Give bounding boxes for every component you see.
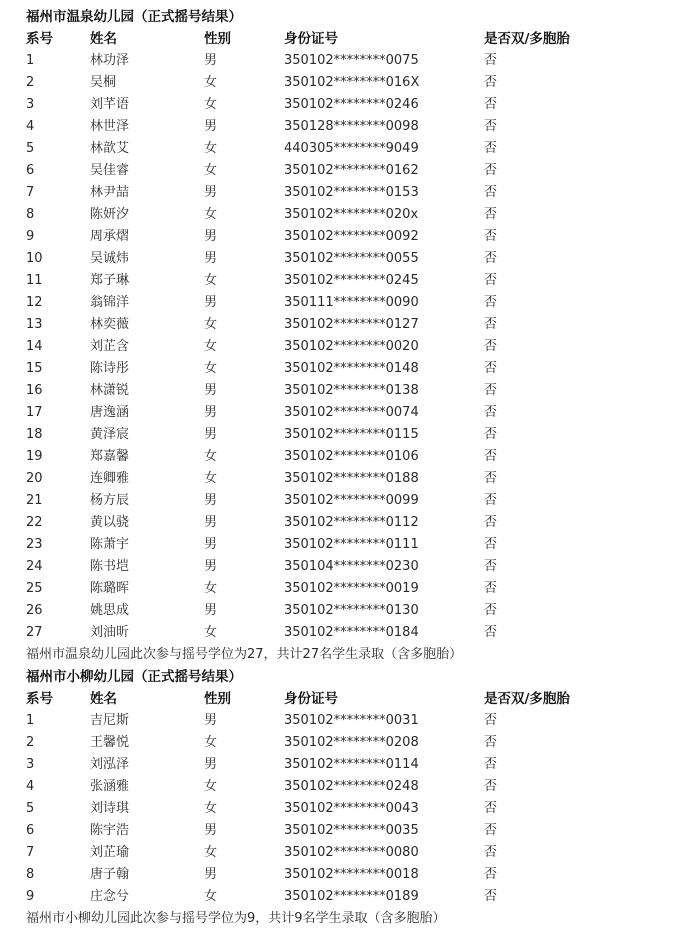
table-row	[26, 776, 634, 798]
cell-seq: 12	[26, 295, 43, 310]
cell-name: 林潇锐	[90, 383, 130, 398]
cell-seq: 6	[26, 163, 35, 178]
table-row	[26, 468, 634, 490]
table-row	[26, 798, 634, 820]
table-row	[26, 490, 634, 512]
cell-gender: 女	[204, 75, 218, 90]
cell-id: 350102********0148	[284, 361, 419, 376]
cell-id: 350102********0138	[284, 383, 419, 398]
table-row	[26, 732, 634, 754]
table-row	[26, 314, 634, 336]
cell-name: 连卿雅	[90, 471, 130, 486]
cell-id: 350102********0080	[284, 845, 419, 860]
cell-name: 吴佳睿	[90, 163, 130, 178]
cell-gender: 女	[204, 801, 218, 816]
cell-gender: 男	[204, 185, 218, 200]
table-row	[26, 94, 634, 116]
cell-twins: 否	[484, 867, 498, 882]
cell-id: 350102********016X	[284, 75, 420, 90]
cell-gender: 女	[204, 449, 218, 464]
cell-id: 350102********0112	[284, 515, 419, 530]
cell-twins: 否	[484, 823, 498, 838]
cell-name: 唐子翰	[90, 867, 130, 882]
cell-seq: 7	[26, 845, 35, 860]
cell-name: 刘泓泽	[90, 757, 130, 772]
cell-twins: 否	[484, 735, 498, 750]
cell-id: 350102********0092	[284, 229, 419, 244]
cell-id: 350128********0098	[284, 119, 419, 134]
cell-name: 刘芷瑜	[90, 845, 130, 860]
cell-name: 周承熠	[90, 229, 130, 244]
table-header-row	[26, 28, 634, 50]
cell-id: 350102********0075	[284, 53, 419, 68]
table-row	[26, 512, 634, 534]
cell-seq: 21	[26, 493, 43, 508]
column-header-gender: 性别	[204, 31, 231, 47]
cell-name: 陈璐晖	[90, 581, 130, 596]
cell-gender: 女	[204, 141, 218, 156]
cell-seq: 4	[26, 779, 35, 794]
column-header-twins: 是否双/多胞胎	[484, 691, 570, 707]
cell-gender: 男	[204, 603, 218, 618]
table-row	[26, 556, 634, 578]
cell-gender: 女	[204, 207, 218, 222]
cell-gender: 男	[204, 867, 218, 882]
cell-gender: 男	[204, 427, 218, 442]
table-row	[26, 226, 634, 248]
cell-name: 庄念兮	[90, 889, 130, 904]
cell-seq: 4	[26, 119, 35, 134]
column-header-name: 姓名	[90, 31, 117, 47]
cell-seq: 26	[26, 603, 43, 618]
cell-twins: 否	[484, 383, 498, 398]
cell-twins: 否	[484, 295, 498, 310]
table-row	[26, 402, 634, 424]
cell-twins: 否	[484, 119, 498, 134]
cell-seq: 2	[26, 735, 35, 750]
cell-gender: 男	[204, 229, 218, 244]
cell-name: 林尹喆	[90, 185, 130, 200]
column-header-name: 姓名	[90, 691, 117, 707]
cell-name: 郑子琳	[90, 273, 130, 288]
cell-gender: 女	[204, 845, 218, 860]
cell-id: 350102********0099	[284, 493, 419, 508]
cell-name: 王馨悦	[90, 735, 130, 750]
cell-id: 350102********0248	[284, 779, 419, 794]
cell-twins: 否	[484, 757, 498, 772]
cell-gender: 女	[204, 317, 218, 332]
cell-id: 350102********0019	[284, 581, 419, 596]
table-row	[26, 270, 634, 292]
cell-gender: 女	[204, 779, 218, 794]
cell-id: 350102********0106	[284, 449, 419, 464]
cell-name: 黄以骁	[90, 515, 130, 530]
cell-seq: 2	[26, 75, 35, 90]
results-table	[26, 28, 634, 644]
table-row	[26, 864, 634, 886]
cell-name: 姚思成	[90, 603, 130, 618]
column-header-gender: 性别	[204, 691, 231, 707]
section-title: 福州市温泉幼儿园（正式摇号结果）	[26, 9, 242, 25]
cell-seq: 7	[26, 185, 35, 200]
table-row	[26, 138, 634, 160]
cell-name: 陈宇浩	[90, 823, 130, 838]
cell-twins: 否	[484, 141, 498, 156]
cell-id: 350102********0020	[284, 339, 419, 354]
cell-twins: 否	[484, 207, 498, 222]
cell-seq: 14	[26, 339, 43, 354]
cell-seq: 3	[26, 97, 35, 112]
cell-twins: 否	[484, 845, 498, 860]
cell-name: 刘芊语	[90, 97, 130, 112]
cell-seq: 24	[26, 559, 43, 574]
column-header-twins: 是否双/多胞胎	[484, 31, 570, 47]
cell-twins: 否	[484, 97, 498, 112]
cell-name: 林奕薇	[90, 317, 130, 332]
table-row	[26, 116, 634, 138]
cell-seq: 1	[26, 713, 35, 728]
cell-twins: 否	[484, 53, 498, 68]
results-table	[26, 688, 634, 908]
cell-twins: 否	[484, 427, 498, 442]
cell-seq: 16	[26, 383, 43, 398]
cell-gender: 女	[204, 97, 218, 112]
cell-id: 350102********0031	[284, 713, 419, 728]
cell-name: 陈诗彤	[90, 361, 130, 376]
table-row	[26, 72, 634, 94]
cell-name: 刘芷含	[90, 339, 130, 354]
cell-gender: 女	[204, 163, 218, 178]
cell-name: 刘诗琪	[90, 801, 130, 816]
cell-seq: 22	[26, 515, 43, 530]
cell-name: 郑嘉馨	[90, 449, 130, 464]
cell-twins: 否	[484, 75, 498, 90]
cell-id: 350104********0230	[284, 559, 419, 574]
cell-twins: 否	[484, 537, 498, 552]
cell-id: 350102********0153	[284, 185, 419, 200]
cell-gender: 男	[204, 383, 218, 398]
cell-gender: 女	[204, 625, 218, 640]
cell-twins: 否	[484, 229, 498, 244]
cell-id: 350102********0055	[284, 251, 419, 266]
cell-twins: 否	[484, 713, 498, 728]
cell-name: 杨方辰	[90, 493, 130, 508]
cell-twins: 否	[484, 889, 498, 904]
cell-id: 350102********0127	[284, 317, 419, 332]
cell-id: 440305********9049	[284, 141, 419, 156]
kindergarten-section	[26, 666, 696, 930]
cell-id: 350111********0090	[284, 295, 419, 310]
cell-twins: 否	[484, 779, 498, 794]
table-row	[26, 842, 634, 864]
cell-gender: 女	[204, 581, 218, 596]
cell-seq: 9	[26, 889, 35, 904]
cell-name: 张涵雅	[90, 779, 130, 794]
table-row	[26, 534, 634, 556]
cell-twins: 否	[484, 273, 498, 288]
cell-twins: 否	[484, 449, 498, 464]
cell-seq: 15	[26, 361, 43, 376]
cell-gender: 男	[204, 559, 218, 574]
cell-twins: 否	[484, 185, 498, 200]
cell-gender: 男	[204, 713, 218, 728]
cell-seq: 23	[26, 537, 43, 552]
cell-twins: 否	[484, 317, 498, 332]
cell-name: 唐逸涵	[90, 405, 130, 420]
cell-gender: 女	[204, 273, 218, 288]
cell-twins: 否	[484, 405, 498, 420]
cell-twins: 否	[484, 603, 498, 618]
cell-twins: 否	[484, 515, 498, 530]
table-row	[26, 820, 634, 842]
cell-name: 吉尼斯	[90, 713, 130, 728]
cell-id: 350102********0130	[284, 603, 419, 618]
cell-seq: 11	[26, 273, 43, 288]
cell-id: 350102********0111	[284, 537, 419, 552]
table-row	[26, 336, 634, 358]
cell-seq: 27	[26, 625, 43, 640]
cell-name: 吴桐	[90, 75, 117, 90]
cell-id: 350102********0246	[284, 97, 419, 112]
cell-gender: 男	[204, 295, 218, 310]
section-summary-note: 福州市小柳幼儿园此次参与摇号学位为9，共计9名学生录取（含多胞胎）	[26, 911, 446, 926]
kindergarten-section	[26, 6, 696, 666]
cell-twins: 否	[484, 493, 498, 508]
cell-gender: 男	[204, 119, 218, 134]
cell-id: 350102********0188	[284, 471, 419, 486]
table-header-row	[26, 688, 634, 710]
table-row	[26, 50, 634, 72]
cell-twins: 否	[484, 361, 498, 376]
cell-seq: 10	[26, 251, 43, 266]
cell-gender: 女	[204, 361, 218, 376]
table-row	[26, 600, 634, 622]
cell-seq: 1	[26, 53, 35, 68]
cell-name: 林功泽	[90, 53, 130, 68]
cell-seq: 8	[26, 207, 35, 222]
cell-twins: 否	[484, 471, 498, 486]
cell-name: 林歆艾	[90, 141, 130, 156]
cell-name: 陈书垲	[90, 559, 130, 574]
cell-seq: 13	[26, 317, 43, 332]
cell-twins: 否	[484, 163, 498, 178]
cell-id: 350102********0208	[284, 735, 419, 750]
cell-gender: 女	[204, 735, 218, 750]
cell-name: 林世泽	[90, 119, 130, 134]
cell-name: 翁锦洋	[90, 295, 130, 310]
cell-id: 350102********0035	[284, 823, 419, 838]
cell-name: 吴诚炜	[90, 251, 130, 266]
cell-twins: 否	[484, 339, 498, 354]
table-row	[26, 182, 634, 204]
cell-gender: 女	[204, 471, 218, 486]
cell-seq: 3	[26, 757, 35, 772]
cell-id: 350102********0162	[284, 163, 419, 178]
cell-seq: 5	[26, 141, 35, 156]
table-row	[26, 358, 634, 380]
cell-name: 刘油昕	[90, 625, 130, 640]
cell-gender: 男	[204, 405, 218, 420]
table-row	[26, 710, 634, 732]
cell-id: 350102********020x	[284, 207, 419, 222]
cell-seq: 20	[26, 471, 43, 486]
cell-seq: 17	[26, 405, 43, 420]
cell-id: 350102********0245	[284, 273, 419, 288]
results-document	[26, 6, 696, 930]
table-row	[26, 292, 634, 314]
column-header-seq: 系号	[26, 31, 53, 47]
cell-gender: 男	[204, 515, 218, 530]
cell-name: 陈妍汐	[90, 207, 130, 222]
cell-seq: 9	[26, 229, 35, 244]
cell-gender: 男	[204, 53, 218, 68]
table-row	[26, 446, 634, 468]
section-summary-note: 福州市温泉幼儿园此次参与摇号学位为27，共计27名学生录取（含多胞胎）	[26, 647, 463, 662]
table-row	[26, 160, 634, 182]
cell-seq: 5	[26, 801, 35, 816]
cell-twins: 否	[484, 801, 498, 816]
cell-seq: 19	[26, 449, 43, 464]
cell-twins: 否	[484, 559, 498, 574]
table-row	[26, 578, 634, 600]
table-row	[26, 380, 634, 402]
cell-name: 黄泽宸	[90, 427, 130, 442]
cell-id: 350102********0184	[284, 625, 419, 640]
cell-seq: 6	[26, 823, 35, 838]
column-header-seq: 系号	[26, 691, 53, 707]
cell-seq: 25	[26, 581, 43, 596]
cell-gender: 男	[204, 537, 218, 552]
cell-gender: 男	[204, 251, 218, 266]
cell-name: 陈萧宇	[90, 537, 130, 552]
table-row	[26, 424, 634, 446]
cell-gender: 男	[204, 757, 218, 772]
table-row	[26, 754, 634, 776]
cell-gender: 男	[204, 493, 218, 508]
table-row	[26, 886, 634, 908]
cell-gender: 女	[204, 889, 218, 904]
cell-seq: 18	[26, 427, 43, 442]
section-title: 福州市小柳幼儿园（正式摇号结果）	[26, 669, 242, 685]
column-header-id: 身份证号	[284, 31, 338, 47]
table-row	[26, 248, 634, 270]
cell-twins: 否	[484, 625, 498, 640]
cell-id: 350102********0043	[284, 801, 419, 816]
cell-id: 350102********0074	[284, 405, 419, 420]
cell-gender: 男	[204, 823, 218, 838]
cell-id: 350102********0114	[284, 757, 419, 772]
cell-id: 350102********0018	[284, 867, 419, 882]
cell-id: 350102********0115	[284, 427, 419, 442]
column-header-id: 身份证号	[284, 691, 338, 707]
table-row	[26, 622, 634, 644]
cell-gender: 女	[204, 339, 218, 354]
cell-twins: 否	[484, 251, 498, 266]
cell-seq: 8	[26, 867, 35, 882]
cell-twins: 否	[484, 581, 498, 596]
cell-id: 350102********0189	[284, 889, 419, 904]
table-row	[26, 204, 634, 226]
